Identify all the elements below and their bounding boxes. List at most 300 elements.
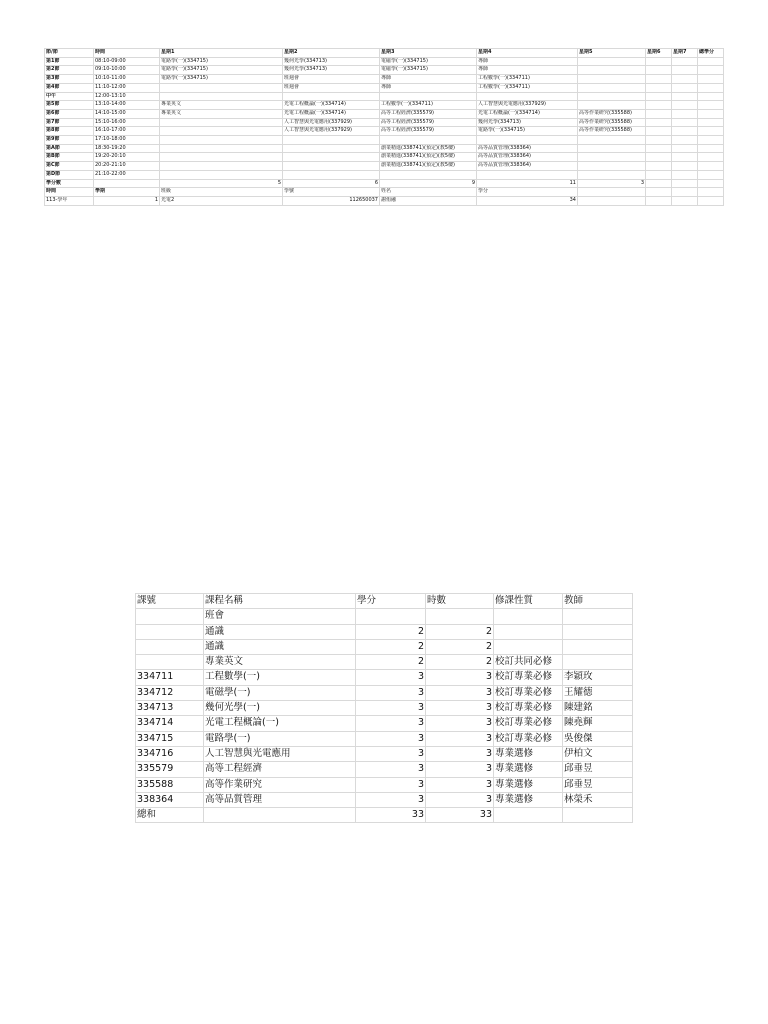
schedule-body <box>45 49 724 206</box>
cell <box>672 83 698 92</box>
cell <box>672 101 698 110</box>
cell: 教師 <box>563 594 633 609</box>
cell: 21:10-22:00 <box>94 170 160 179</box>
cell <box>698 162 724 171</box>
cell <box>136 655 204 670</box>
cell: 陳堯輝 <box>563 716 633 731</box>
cell: 第D節 <box>45 170 94 179</box>
cell: 導師 <box>380 75 477 84</box>
cell: 姓名 <box>380 188 477 197</box>
cell <box>563 655 633 670</box>
cell: 第3節 <box>45 75 94 84</box>
cell: 學號 <box>283 188 380 197</box>
cell: 第8節 <box>45 127 94 136</box>
cell: 33 <box>426 808 494 823</box>
schedule-header-row <box>45 49 724 58</box>
cell <box>646 153 672 162</box>
cell <box>672 144 698 153</box>
course-list-table <box>135 593 633 823</box>
schedule-row <box>45 153 724 162</box>
course-row <box>136 777 633 792</box>
cell: 34 <box>477 196 578 205</box>
cell <box>698 66 724 75</box>
course-row <box>136 609 633 624</box>
cell: 光電2 <box>160 196 283 205</box>
cell: 人工智慧與光電應用(337929) <box>283 118 380 127</box>
cell <box>578 136 646 145</box>
cell: 幾何光學(334713) <box>477 118 578 127</box>
cell: 課程名稱 <box>204 594 356 609</box>
cell: 334711 <box>136 670 204 685</box>
cell <box>646 92 672 101</box>
cell: 3 <box>356 792 426 807</box>
cell: 專業選修 <box>494 762 563 777</box>
cell: 陳建銘 <box>563 701 633 716</box>
cell <box>494 639 563 654</box>
cell: 334716 <box>136 746 204 761</box>
cell: 校訂專業必修 <box>494 685 563 700</box>
cell <box>380 170 477 179</box>
schedule-row <box>45 92 724 101</box>
cell: 時間 <box>45 188 94 197</box>
schedule-row <box>45 101 724 110</box>
course-header-row <box>136 594 633 609</box>
cell <box>494 609 563 624</box>
cell: 時數 <box>426 594 494 609</box>
cell: 學分 <box>477 188 578 197</box>
schedule-row <box>45 144 724 153</box>
cell: 高等作業研究 <box>204 777 356 792</box>
cell: 19:20-20:10 <box>94 153 160 162</box>
cell: 12:00-13:10 <box>94 92 160 101</box>
cell: 修課性質 <box>494 594 563 609</box>
cell: 光電工程概論(一)(334714) <box>283 101 380 110</box>
cell: 電磁學(一)(334715) <box>380 57 477 66</box>
cell: 節/節 <box>45 49 94 58</box>
course-list-body <box>136 594 633 823</box>
cell <box>563 609 633 624</box>
cell <box>160 118 283 127</box>
cell: 中午 <box>45 92 94 101</box>
cell <box>672 118 698 127</box>
cell: 謝侑融 <box>380 196 477 205</box>
cell: 星期6 <box>646 49 672 58</box>
cell <box>646 118 672 127</box>
cell: 3 <box>426 746 494 761</box>
cell <box>672 109 698 118</box>
cell: 人工智慧與光電應用(337929) <box>477 101 578 110</box>
cell <box>563 808 633 823</box>
course-row <box>136 639 633 654</box>
cell: 校訂專業必修 <box>494 731 563 746</box>
cell <box>578 188 646 197</box>
cell: 2 <box>356 639 426 654</box>
cell: 2 <box>356 655 426 670</box>
cell: 3 <box>356 746 426 761</box>
cell <box>160 127 283 136</box>
cell: 3 <box>578 179 646 188</box>
cell <box>672 57 698 66</box>
cell: 3 <box>426 716 494 731</box>
cell: 3 <box>356 731 426 746</box>
cell <box>672 170 698 179</box>
course-row <box>136 670 633 685</box>
cell: 電路學(一) <box>204 731 356 746</box>
cell: 10:10-11:00 <box>94 75 160 84</box>
cell <box>646 83 672 92</box>
cell <box>380 136 477 145</box>
cell: 113-學年 <box>45 196 94 205</box>
cell: 星期2 <box>283 49 380 58</box>
cell <box>646 66 672 75</box>
cell: 3 <box>426 731 494 746</box>
schedule-row <box>45 136 724 145</box>
schedule-row <box>45 118 724 127</box>
cell: 334713 <box>136 701 204 716</box>
cell: 星期4 <box>477 49 578 58</box>
cell <box>578 170 646 179</box>
cell: 工程數學(一)(334711) <box>477 75 578 84</box>
cell <box>698 57 724 66</box>
cell: 11 <box>477 179 578 188</box>
cell <box>672 66 698 75</box>
cell <box>672 153 698 162</box>
cell <box>578 92 646 101</box>
cell: 通識 <box>204 639 356 654</box>
cell <box>672 127 698 136</box>
cell <box>578 101 646 110</box>
cell <box>672 196 698 205</box>
cell <box>646 188 672 197</box>
cell <box>672 136 698 145</box>
cell: 13:10-14:00 <box>94 101 160 110</box>
cell <box>646 136 672 145</box>
cell: 導師 <box>380 83 477 92</box>
cell <box>477 92 578 101</box>
cell: 2 <box>426 639 494 654</box>
cell <box>160 92 283 101</box>
cell: 光電工程概論(一)(334714) <box>283 109 380 118</box>
cell: 創業精進(338741)(預定)(教5樓) <box>380 144 477 153</box>
cell: 李穎玫 <box>563 670 633 685</box>
cell: 學分 <box>356 594 426 609</box>
cell: 課號 <box>136 594 204 609</box>
cell <box>646 179 672 188</box>
cell: 335588 <box>136 777 204 792</box>
cell: 9 <box>380 179 477 188</box>
cell <box>160 153 283 162</box>
cell: 2 <box>426 655 494 670</box>
cell: 高等工程經濟(335579) <box>380 127 477 136</box>
cell: 33 <box>356 808 426 823</box>
cell <box>136 639 204 654</box>
cell: 學期 <box>94 188 160 197</box>
cell: 第9節 <box>45 136 94 145</box>
cell: 1 <box>94 196 160 205</box>
cell <box>646 101 672 110</box>
cell: 校訂專業必修 <box>494 670 563 685</box>
course-row <box>136 624 633 639</box>
cell: 第1節 <box>45 57 94 66</box>
cell <box>204 808 356 823</box>
cell: 創業精進(338741)(預定)(教5樓) <box>380 153 477 162</box>
cell <box>698 109 724 118</box>
cell: 校訂共同必修 <box>494 655 563 670</box>
cell: 星期1 <box>160 49 283 58</box>
cell: 電路學(一)(334715) <box>160 66 283 75</box>
cell: 人工智慧與光電應用(337929) <box>283 127 380 136</box>
cell: 專業英文 <box>160 109 283 118</box>
cell <box>426 609 494 624</box>
cell: 高等品質管理(338364) <box>477 153 578 162</box>
cell: 班會 <box>204 609 356 624</box>
cell <box>578 66 646 75</box>
cell: 高等作業研究(335588) <box>578 118 646 127</box>
cell <box>283 136 380 145</box>
schedule-row <box>45 127 724 136</box>
schedule-row <box>45 170 724 179</box>
cell: 人工智慧與光電應用 <box>204 746 356 761</box>
cell: 09:10-10:00 <box>94 66 160 75</box>
schedule-row <box>45 57 724 66</box>
cell: 幾何光學(334713) <box>283 57 380 66</box>
schedule-row <box>45 83 724 92</box>
cell <box>698 144 724 153</box>
course-row <box>136 655 633 670</box>
course-row <box>136 762 633 777</box>
cell: 3 <box>356 670 426 685</box>
cell: 導師 <box>477 66 578 75</box>
student-info-row <box>45 196 724 205</box>
cell: 5 <box>160 179 283 188</box>
cell: 王耀德 <box>563 685 633 700</box>
cell <box>578 144 646 153</box>
cell: 時間 <box>94 49 160 58</box>
cell <box>283 144 380 153</box>
cell: 光電工程概論(一) <box>204 716 356 731</box>
cell <box>646 109 672 118</box>
cell: 11:10-12:00 <box>94 83 160 92</box>
cell: 15:10-16:00 <box>94 118 160 127</box>
cell: 伊柏文 <box>563 746 633 761</box>
schedule-row <box>45 66 724 75</box>
schedule-credits-row <box>45 179 724 188</box>
cell <box>698 127 724 136</box>
cell: 334712 <box>136 685 204 700</box>
cell <box>356 609 426 624</box>
cell: 吳俊傑 <box>563 731 633 746</box>
cell <box>160 144 283 153</box>
cell: 3 <box>426 685 494 700</box>
cell <box>160 170 283 179</box>
cell: 邱垂昱 <box>563 777 633 792</box>
cell: 星期3 <box>380 49 477 58</box>
cell <box>578 83 646 92</box>
cell: 3 <box>426 762 494 777</box>
cell: 3 <box>426 670 494 685</box>
cell: 3 <box>356 701 426 716</box>
course-row <box>136 746 633 761</box>
schedule-row <box>45 75 724 84</box>
cell: 6 <box>283 179 380 188</box>
cell <box>136 609 204 624</box>
cell: 第C節 <box>45 162 94 171</box>
cell: 工程數學(一) <box>204 670 356 685</box>
schedule-row <box>45 162 724 171</box>
cell: 3 <box>426 701 494 716</box>
cell <box>563 624 633 639</box>
cell <box>698 188 724 197</box>
cell: 電路學(一)(334715) <box>477 127 578 136</box>
cell: 高等作業研究(335588) <box>578 127 646 136</box>
cell <box>646 170 672 179</box>
cell: 2 <box>356 624 426 639</box>
cell <box>672 75 698 84</box>
cell: 3 <box>426 777 494 792</box>
cell <box>380 92 477 101</box>
cell <box>672 92 698 101</box>
cell <box>698 83 724 92</box>
cell: 334715 <box>136 731 204 746</box>
schedule-row <box>45 109 724 118</box>
cell: 工程數學(一)(334711) <box>380 101 477 110</box>
cell: 高等品質管理(338364) <box>477 144 578 153</box>
cell <box>698 101 724 110</box>
cell: 3 <box>356 685 426 700</box>
cell: 幾何光學(一) <box>204 701 356 716</box>
cell: 第5節 <box>45 101 94 110</box>
cell <box>698 196 724 205</box>
cell: 星期7 <box>672 49 698 58</box>
cell <box>698 179 724 188</box>
cell: 338364 <box>136 792 204 807</box>
cell: 335579 <box>136 762 204 777</box>
course-row <box>136 731 633 746</box>
cell: 星期5 <box>578 49 646 58</box>
course-total-row <box>136 808 633 823</box>
course-row <box>136 685 633 700</box>
cell: 班週會 <box>283 83 380 92</box>
cell: 3 <box>356 716 426 731</box>
cell: 16:10-17:00 <box>94 127 160 136</box>
cell: 總和 <box>136 808 204 823</box>
cell <box>672 162 698 171</box>
cell: 334714 <box>136 716 204 731</box>
cell <box>477 136 578 145</box>
cell <box>646 144 672 153</box>
cell: 第4節 <box>45 83 94 92</box>
cell: 20:20-21:10 <box>94 162 160 171</box>
cell <box>160 83 283 92</box>
cell: 3 <box>426 792 494 807</box>
cell <box>160 136 283 145</box>
cell: 08:10-09:00 <box>94 57 160 66</box>
cell <box>578 162 646 171</box>
cell: 工程數學(一)(334711) <box>477 83 578 92</box>
course-row <box>136 701 633 716</box>
cell <box>94 179 160 188</box>
cell: 專業選修 <box>494 746 563 761</box>
cell <box>578 57 646 66</box>
cell <box>646 162 672 171</box>
cell <box>646 196 672 205</box>
cell: 3 <box>356 762 426 777</box>
cell: 高等作業研究(335588) <box>578 109 646 118</box>
cell: 2 <box>426 624 494 639</box>
weekly-schedule-table <box>44 48 724 206</box>
cell: 3 <box>356 777 426 792</box>
cell <box>283 162 380 171</box>
cell <box>698 153 724 162</box>
cell: 第B節 <box>45 153 94 162</box>
cell: 專業選修 <box>494 792 563 807</box>
cell <box>494 624 563 639</box>
cell: 總學分 <box>698 49 724 58</box>
cell <box>136 624 204 639</box>
cell <box>698 136 724 145</box>
cell <box>578 196 646 205</box>
cell: 電磁學(一)(334715) <box>380 66 477 75</box>
cell: 高等品質管理(338364) <box>477 162 578 171</box>
cell <box>563 639 633 654</box>
cell: 第7節 <box>45 118 94 127</box>
cell <box>283 92 380 101</box>
cell: 17:10-18:00 <box>94 136 160 145</box>
cell: 邱垂昱 <box>563 762 633 777</box>
cell: 電磁學(一) <box>204 685 356 700</box>
cell: 學分數 <box>45 179 94 188</box>
cell: 光電工程概論(一)(334714) <box>477 109 578 118</box>
cell: 專業選修 <box>494 777 563 792</box>
cell: 14:10-15:00 <box>94 109 160 118</box>
cell: 幾何光學(334713) <box>283 66 380 75</box>
cell <box>646 75 672 84</box>
cell: 創業精進(338741)(預定)(教5樓) <box>380 162 477 171</box>
course-row <box>136 792 633 807</box>
cell: 高等品質管理 <box>204 792 356 807</box>
cell <box>578 153 646 162</box>
cell <box>494 808 563 823</box>
cell <box>578 75 646 84</box>
cell: 專業英文 <box>204 655 356 670</box>
cell: 班級 <box>160 188 283 197</box>
cell: 112650037 <box>283 196 380 205</box>
cell: 通識 <box>204 624 356 639</box>
cell <box>672 188 698 197</box>
cell: 導師 <box>477 57 578 66</box>
cell <box>698 75 724 84</box>
cell: 班週會 <box>283 75 380 84</box>
cell: 電路學(一)(334715) <box>160 57 283 66</box>
cell: 專業英文 <box>160 101 283 110</box>
cell: 第A節 <box>45 144 94 153</box>
cell <box>477 170 578 179</box>
cell: 18:30-19:20 <box>94 144 160 153</box>
cell: 校訂專業必修 <box>494 716 563 731</box>
course-row <box>136 716 633 731</box>
cell: 校訂專業必修 <box>494 701 563 716</box>
cell: 第6節 <box>45 109 94 118</box>
cell <box>283 153 380 162</box>
cell: 電路學(一)(334715) <box>160 75 283 84</box>
cell: 高等工程經濟(335579) <box>380 118 477 127</box>
cell <box>160 162 283 171</box>
cell: 林榮禾 <box>563 792 633 807</box>
student-info-header-row <box>45 188 724 197</box>
cell <box>698 170 724 179</box>
cell: 高等工程經濟 <box>204 762 356 777</box>
cell <box>646 57 672 66</box>
